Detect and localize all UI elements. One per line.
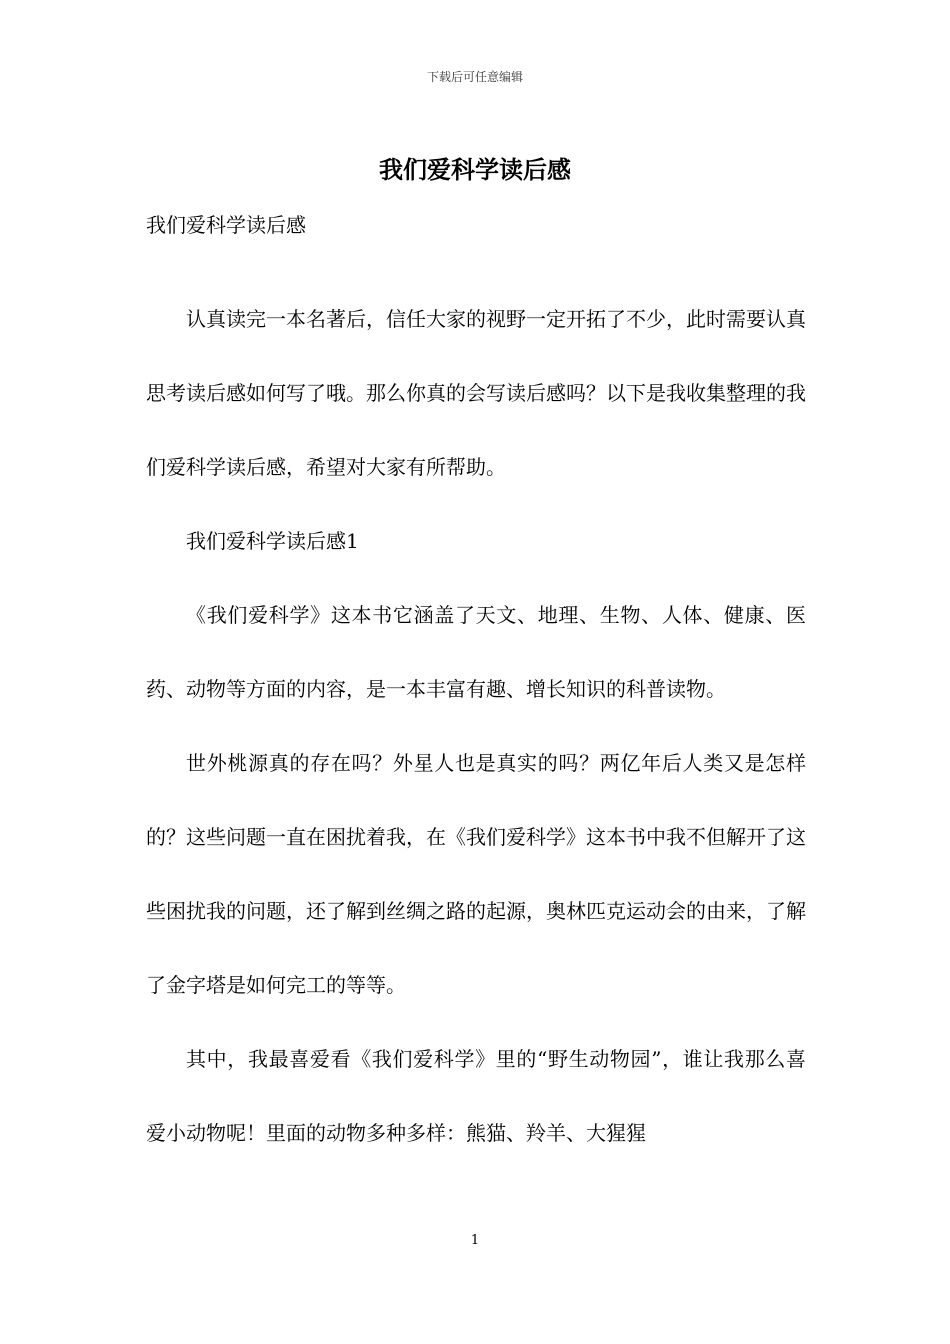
document-title: 我们爱科学读后感: [379, 155, 571, 184]
body-paragraph-3: 其中，我最喜爱看《我们爱科学》里的“野生动物园”，谁让我那么喜爱小动物呢！里面的动物多种多样：熊猫、羚羊、大猩猩: [146, 1047, 806, 1145]
document-body: [146, 206, 806, 1170]
document-subtitle: 我们爱科学读后感: [146, 213, 306, 237]
header-note: 下载后可任意编辑: [426, 70, 523, 84]
body-paragraph-1: 《我们爱科学》这本书它涵盖了天文、地理、生物、人体、健康、医药、动物等方面的内容，是一本丰富有趣、增长知识的科普读物。: [146, 603, 806, 701]
section-heading: 我们爱科学读后感1: [186, 529, 359, 553]
page-number: 1: [470, 1233, 480, 1248]
body-paragraph-2: 世外桃源真的存在吗？外星人也是真实的吗？两亿年后人类又是怎样的？这些问题一直在困扰着我，在《我们爱科学》这本书中我不但解开了这些困扰我的问题，还了解到丝绸之路的起源，奥林匹克运动会的由来，了解了金字塔是如何完工的等等。: [146, 751, 806, 997]
intro-paragraph: 认真读完一本名著后，信任大家的视野一定开拓了不少，此时需要认真思考读后感如何写了哦。那么你真的会写读后感吗？以下是我收集整理的我们爱科学读后感，希望对大家有所帮助。: [146, 307, 806, 479]
